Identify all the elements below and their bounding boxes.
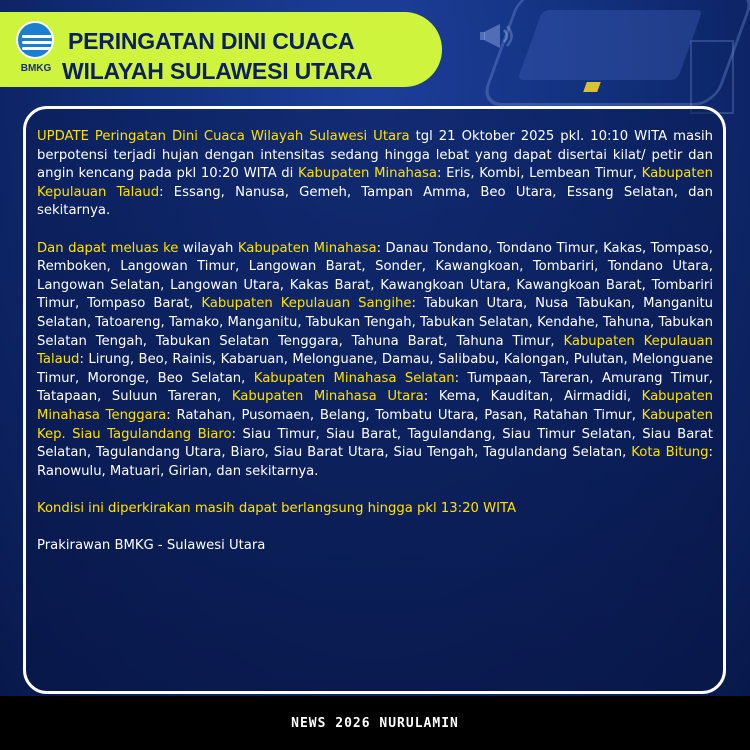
warning-text bbox=[37, 128, 713, 574]
footer-credit: NEWS 2026 NURULAMIN bbox=[291, 715, 459, 731]
body-text: : Tumpaan, Tareran, Amurang Timur, Tatapaan, Suluun Tareran, bbox=[37, 370, 713, 405]
highlighted-text: Kabupaten Kepulauan Talaud bbox=[37, 166, 713, 200]
bmkg-logo-emblem bbox=[16, 21, 54, 59]
body-text: : Danau Tondano, Tondano Timur, Kakas, Tompaso, Remboken, Langowan Timur, Langowan Barat, Sonder, Kawangkoan, Tombariri, Tondano Utara, Langowan Selatan, Langowan Utara, Kakas Barat, Kawangkoan Utara, Kawangkoan Barat, Tombariri Timur, Tompaso Barat, bbox=[37, 240, 713, 312]
highlighted-text: Kabupaten Kepulauan Sangihe bbox=[201, 296, 412, 312]
building-illustration bbox=[690, 40, 734, 114]
body-text: : Ranowulu, Matuari, Girian, dan sekitarnya. bbox=[37, 445, 713, 479]
bmkg-logo-text: BMKG bbox=[20, 63, 52, 74]
highlighted-text: Kabupaten Kep. Siau Tagulandang Biaro bbox=[37, 407, 713, 442]
highlighted-text: Kabupaten Minahasa Utara bbox=[231, 389, 424, 405]
body-text: : Kema, Kauditan, Airmadidi, bbox=[423, 389, 642, 405]
body-text: : Tabukan Utara, Nusa Tabukan, Manganitu Selatan, Tatoareng, Tamako, Manganitu, Tabukan Tengah, Tabukan Selatan, Kendahe, Tahuna, Tabukan Selatan Tengah, Tabukan Selatan Tenggara, Tahuna Barat, Tahuna Timur, bbox=[37, 296, 713, 349]
body-text: : Lirung, Beo, Rainis, Kabaruan, Melonguane, Damau, Salibabu, Kalongan, Pulutan, Melonguane Timur, Moronge, Beo Selatan, bbox=[37, 352, 713, 386]
forecaster-credit bbox=[37, 537, 713, 556]
body-text: : Eris, Kombi, Lembean Timur, bbox=[436, 166, 642, 182]
expansion-paragraph bbox=[37, 240, 713, 482]
megaphone-icon bbox=[478, 16, 518, 56]
highlighted-text: Kabupaten Minahasa bbox=[298, 166, 437, 182]
page-title-line-2: WILAYAH SULAWESI UTARA bbox=[62, 58, 373, 84]
update-paragraph bbox=[37, 128, 713, 221]
highlighted-text: UPDATE Peringatan Dini Cuaca Wilayah Sulawesi Utara bbox=[37, 129, 410, 144]
body-text: : Siau Timur, Siau Barat, Tagulandang, Siau Timur Selatan, Siau Barat Selatan, Tagulandang Utara, Biaro, Siau Barat Utara, Siau Tengah, Tagulandang Selatan, bbox=[37, 426, 713, 461]
body-text: tgl 21 Oktober 2025 pkl. 10:10 WITA masih berpotensi terjadi hujan dengan intensitas sedang hingga lebat yang dapat disertai kilat/ petir dan angin kencang pada pkl 10:20 WITA di bbox=[37, 129, 713, 182]
title-banner bbox=[0, 12, 442, 87]
duration-paragraph bbox=[37, 500, 713, 519]
bmkg-logo bbox=[14, 21, 58, 79]
highlighted-text: Kabupaten Minahasa Selatan bbox=[253, 370, 455, 386]
page-title-line-1: PERINGATAN DINI CUACA bbox=[68, 28, 355, 54]
body-text: wilayah bbox=[178, 240, 238, 256]
highlighted-text: Kabupaten Kepulauan Talaud bbox=[37, 333, 714, 368]
map-screen-illustration bbox=[517, 10, 702, 80]
footer-bar bbox=[0, 696, 750, 750]
highlighted-text: Kabupaten Minahasa bbox=[237, 240, 377, 256]
highlighted-text: Kondisi ini diperkirakan masih dapat berlangsung hingga pkl 13:20 WITA bbox=[37, 500, 517, 516]
highlighted-text: Dan dapat meluas ke bbox=[37, 240, 179, 256]
highlighted-text: Kota Bitung bbox=[631, 445, 709, 461]
body-text: Prakirawan BMKG - Sulawesi Utara bbox=[37, 538, 266, 554]
body-text: : Ratahan, Pusomaen, Belang, Tombatu Utara, Pasan, Ratahan Timur, bbox=[166, 407, 642, 423]
highlighted-text: Kabupaten Minahasa Tenggara bbox=[37, 389, 713, 423]
body-text: : Essang, Nanusa, Gemeh, Tampan Amma, Beo Utara, Essang Selatan, dan sekitarnya. bbox=[37, 184, 713, 219]
